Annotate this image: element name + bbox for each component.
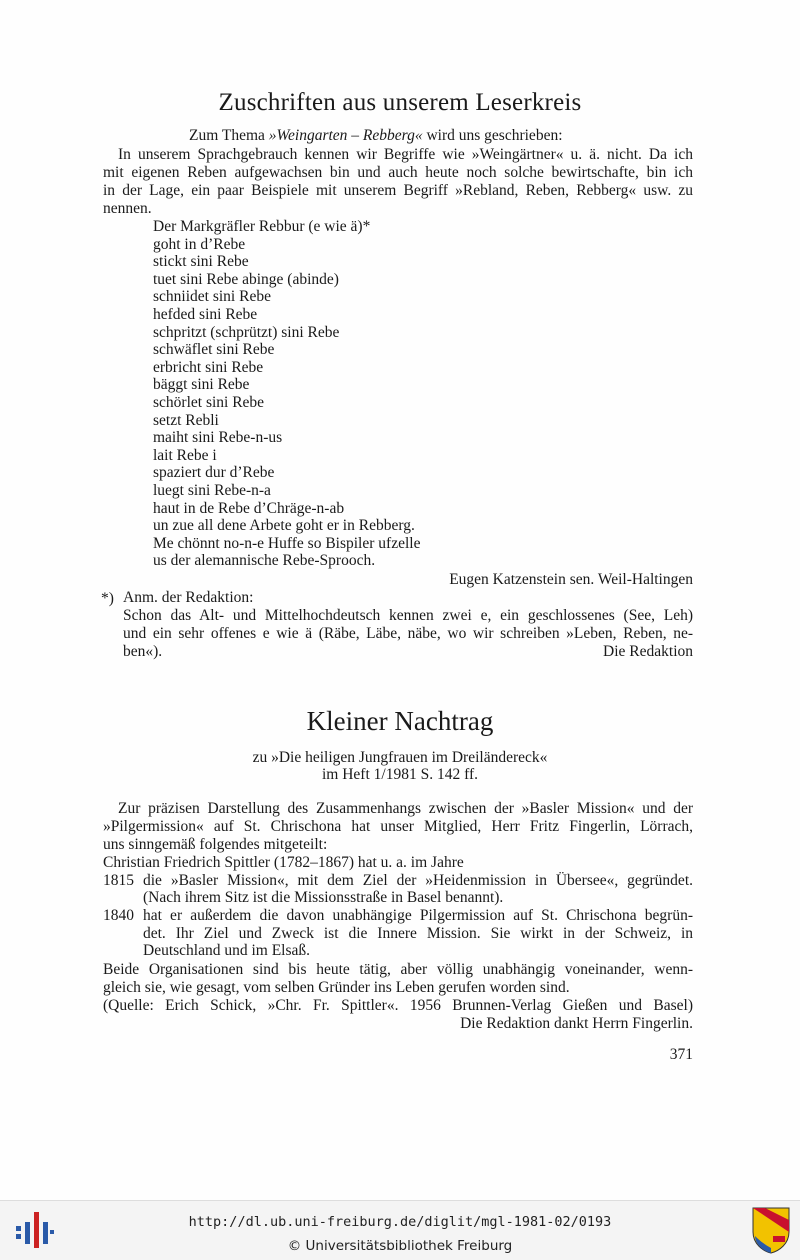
section-title-supplement: Kleiner Nachtrag xyxy=(306,706,494,736)
poem-line: bäggt sini Rebe xyxy=(153,376,250,394)
para-line: »Pilgermission« auf St. Chrischona hat unser Mitglied, Herr Fritz Fingerlin, Lörrach, xyxy=(103,818,693,835)
poem-line: setzt Rebli xyxy=(153,411,219,429)
entry-line: det. Ihr Ziel und Zweck ist die Innere Mission. Sie wirkt in der Schweiz, in xyxy=(143,925,693,942)
copyright: © Universitätsbibliothek Freiburg xyxy=(287,1238,513,1254)
subtitle-line: zu »Die heiligen Jungfrauen im Dreiländereck« xyxy=(252,749,548,766)
note-line: ben«). xyxy=(123,643,163,660)
para-line: uns sinngemäß folgendes mitgeteilt: xyxy=(103,836,328,853)
poem-line: us der alemannische Rebe-Sprooch. xyxy=(153,552,376,570)
poem-line: Der Markgräfler Rebbur (e wie ä)* xyxy=(153,218,371,235)
poem-line: schörlet sini Rebe xyxy=(153,394,265,411)
poem-line: spaziert dur d’Rebe xyxy=(153,464,275,482)
permalink[interactable]: http://dl.ub.uni-freiburg.de/diglit/mgl-1981-02/0193 xyxy=(188,1214,612,1230)
entry-line: (Nach ihrem Sitz ist die Missionsstraße in Basel benannt). xyxy=(143,889,504,906)
poem-line: maiht sini Rebe-n-us xyxy=(153,429,283,447)
section-title-letters: Zuschriften aus unserem Leserkreis xyxy=(218,89,582,116)
poem-line: luegt sini Rebe-n-a xyxy=(153,482,271,499)
poem-line: stickt sini Rebe xyxy=(153,253,249,271)
para-line: gleich sie, wie gesagt, vom selben Gründer ins Leben gerufen worden sind. xyxy=(103,979,570,996)
entry-line: hat er außerdem die davon unabhängige Pilgermission auf St. Chrischona begrün- xyxy=(143,907,693,924)
note-line: und ein sehr offenes e wie ä (Räbe, Läbe, näbe, wo wir schreiben »Leben, Reben, ne- xyxy=(123,625,693,642)
footer-bar xyxy=(0,1200,800,1260)
poem-line: Me chönnt no-n-e Huffe so Bispiler ufzelle xyxy=(153,534,421,552)
intro-pre: Zum Thema xyxy=(189,127,265,144)
poem-line: tuet sini Rebe abinge (abinde) xyxy=(153,270,339,288)
intro-topic: »Weingarten – Rebberg« xyxy=(268,127,423,144)
poem-line: schniidet sini Rebe xyxy=(153,288,271,306)
year-label: 1815 xyxy=(103,872,134,889)
para-line: In unserem Sprachgebrauch kennen wir Begriffe wie »Weingärtner« u. ä. nicht. Da ich xyxy=(118,146,693,163)
note-sign: Die Redaktion xyxy=(603,643,693,660)
note-mark: *) xyxy=(101,590,114,607)
poem-line: schpritzt (schprützt) sini Rebe xyxy=(153,323,340,341)
poem-line: un zue all dene Arbete goht er in Rebberg. xyxy=(153,517,415,535)
poem-line: goht in d’Rebe xyxy=(153,235,246,253)
source-line: (Quelle: Erich Schick, »Chr. Fr. Spittler«. 1956 Brunnen-Verlag Gießen und Basel) xyxy=(103,997,693,1014)
thanks-line: Die Redaktion dankt Herrn Fingerlin. xyxy=(460,1015,693,1032)
note-line: Schon das Alt- und Mittelhochdeutsch kennen zwei e, ein geschlossenes (See, Leh) xyxy=(123,607,693,624)
poem-line: haut in de Rebe d’Chräge-n-ab xyxy=(153,499,345,517)
intro-line xyxy=(189,127,563,145)
para-line: nennen. xyxy=(103,200,152,217)
note-head: Anm. der Redaktion: xyxy=(123,589,254,606)
para-line: Beide Organisationen sind bis heute tätig, aber völlig unabhängig voneinander, wenn- xyxy=(103,961,693,978)
para-line: in der Lage, ein paar Beispiele mit unserem Begriff »Rebland, Reben, Rebberg« usw. zu xyxy=(103,182,693,199)
page-number: 371 xyxy=(669,1046,693,1063)
coat-of-arms-icon[interactable] xyxy=(751,1206,791,1254)
entry-line: Deutschland und im Elsaß. xyxy=(143,942,311,959)
ub-freiburg-logo-icon[interactable] xyxy=(14,1210,54,1250)
poem-line: lait Rebe i xyxy=(153,446,217,464)
author: Eugen Katzenstein sen. Weil-Haltingen xyxy=(449,571,693,588)
poem-line: erbricht sini Rebe xyxy=(153,358,264,376)
entry-line: die »Basler Mission«, mit dem Ziel der »Heidenmission in Übersee«, gegründet. xyxy=(143,872,693,889)
para-line: Zur präzisen Darstellung des Zusammenhangs zwischen der »Basler Mission« und der xyxy=(118,800,693,817)
poem-line: schwäflet sini Rebe xyxy=(153,341,275,359)
poem-line: hefded sini Rebe xyxy=(153,306,258,323)
year-label: 1840 xyxy=(103,907,134,924)
subtitle-line: im Heft 1/1981 S. 142 ff. xyxy=(322,766,478,783)
intro-post: wird uns geschrieben: xyxy=(426,127,563,144)
para-line: Christian Friedrich Spittler (1782–1867) hat u. a. im Jahre xyxy=(103,854,464,871)
para-line: mit eigenen Reben aufgewachsen bin und auch heute noch solche bewirtschafte, bin ich xyxy=(103,164,693,181)
